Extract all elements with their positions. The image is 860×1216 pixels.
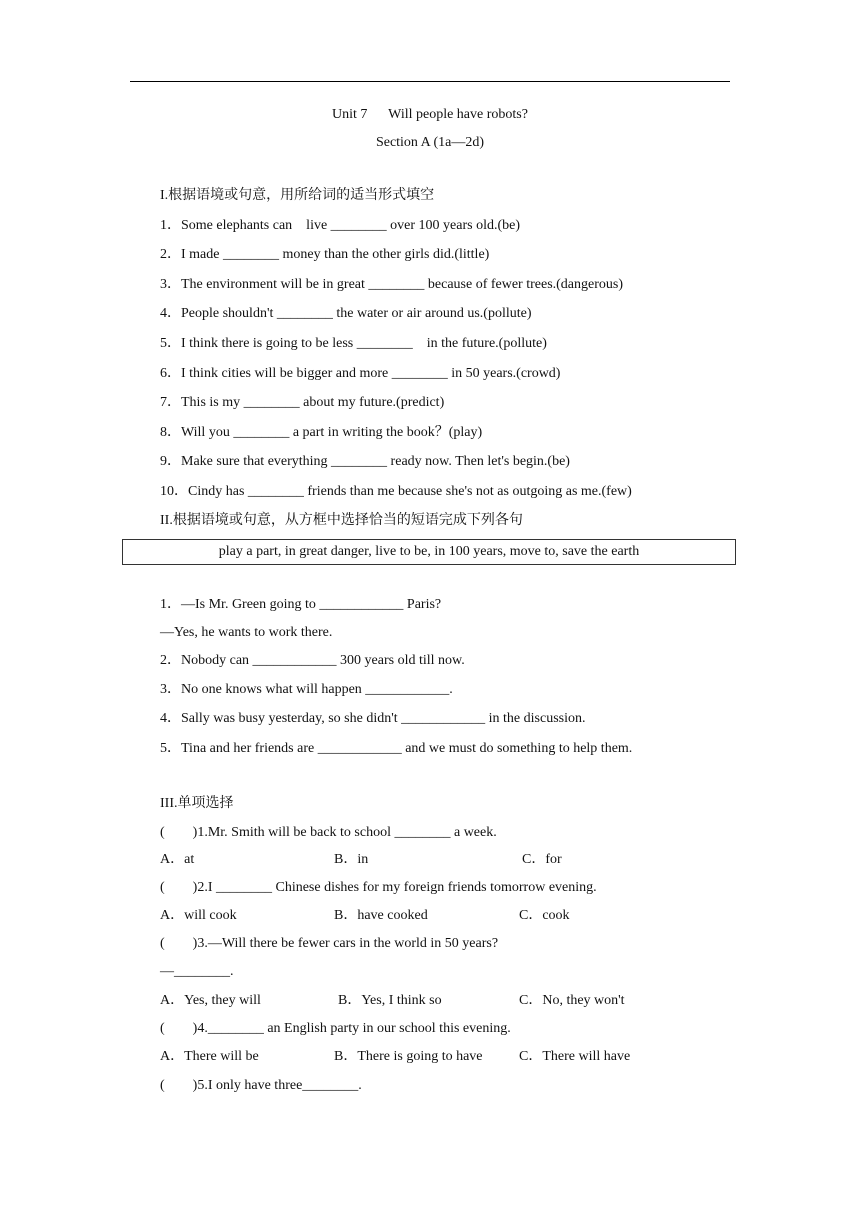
part1-item: 9．Make sure that everything ________ ready now. Then let's begin.(be): [160, 454, 570, 469]
part3-heading: III.单项选择: [160, 796, 234, 811]
part2-item: 4．Sally was busy yesterday, so she didn't ____________ in the discussion.: [160, 711, 586, 726]
part1-item: 10．Cindy has ________ friends than me because she's not as outgoing as me.(few): [160, 484, 632, 499]
option-c: C．for: [522, 852, 562, 867]
part1-item: 3．The environment will be in great ________ because of fewer trees.(dangerous): [160, 277, 624, 292]
option-c: C．There will have: [519, 1049, 631, 1064]
section-subtitle: Section A (1a—2d): [375, 135, 485, 150]
part2-item: 1．—Is Mr. Green going to ____________ Paris?: [160, 597, 442, 612]
part2-item-response: —Yes, he wants to work there.: [160, 625, 333, 640]
question-stem: ( )1.Mr. Smith will be back to school ________ a week.: [160, 825, 497, 840]
part1-item: 2．I made ________ money than the other girls did.(little): [160, 247, 490, 262]
question-stem: ( )3.—Will there be fewer cars in the world in 50 years?: [160, 936, 499, 951]
part1-item: 1．Some elephants can live ________ over 100 years old.(be): [160, 218, 521, 233]
part2-item: 2．Nobody can ____________ 300 years old till now.: [160, 653, 465, 668]
header-rule: [130, 81, 730, 82]
part2-heading: II.根据语境或句意，从方框中选择恰当的短语完成下列各句: [160, 513, 523, 528]
part1-item: 7．This is my ________ about my future.(predict): [160, 395, 445, 410]
part2-item: 5．Tina and her friends are ____________ and we must do something to help them.: [160, 741, 633, 756]
answer-line: —________.: [160, 964, 234, 979]
option-a: A．will cook: [160, 908, 237, 923]
part1-item: 8．Will you ________ a part in writing the book？(play): [160, 425, 483, 440]
option-b: B．have cooked: [334, 908, 428, 923]
unit-title: Unit 7 Will people have robots?: [332, 107, 528, 122]
part1-item: 5．I think there is going to be less ________ in the future.(pollute): [160, 336, 547, 351]
phrase-box: [122, 539, 736, 565]
option-a: A．Yes, they will: [160, 993, 261, 1008]
option-a: A．at: [160, 852, 195, 867]
option-a: A．There will be: [160, 1049, 259, 1064]
part1-heading: I.根据语境或句意，用所给词的适当形式填空: [160, 188, 435, 203]
part2-item: 3．No one knows what will happen ____________.: [160, 682, 453, 697]
option-b: B．in: [334, 852, 369, 867]
option-c: C．No, they won't: [519, 993, 625, 1008]
question-stem: ( )2.I ________ Chinese dishes for my foreign friends tomorrow evening.: [160, 880, 597, 895]
part1-item: 6．I think cities will be bigger and more ________ in 50 years.(crowd): [160, 366, 561, 381]
option-b: B．Yes, I think so: [338, 993, 442, 1008]
option-c: C．cook: [519, 908, 570, 923]
part1-item: 4．People shouldn't ________ the water or air around us.(pollute): [160, 306, 532, 321]
option-b: B．There is going to have: [334, 1049, 483, 1064]
question-stem: ( )5.I only have three________.: [160, 1078, 362, 1093]
question-stem: ( )4.________ an English party in our school this evening.: [160, 1021, 511, 1036]
phrase-list: play a part, in great danger, live to be, in 100 years, move to, save the earth: [218, 544, 640, 559]
